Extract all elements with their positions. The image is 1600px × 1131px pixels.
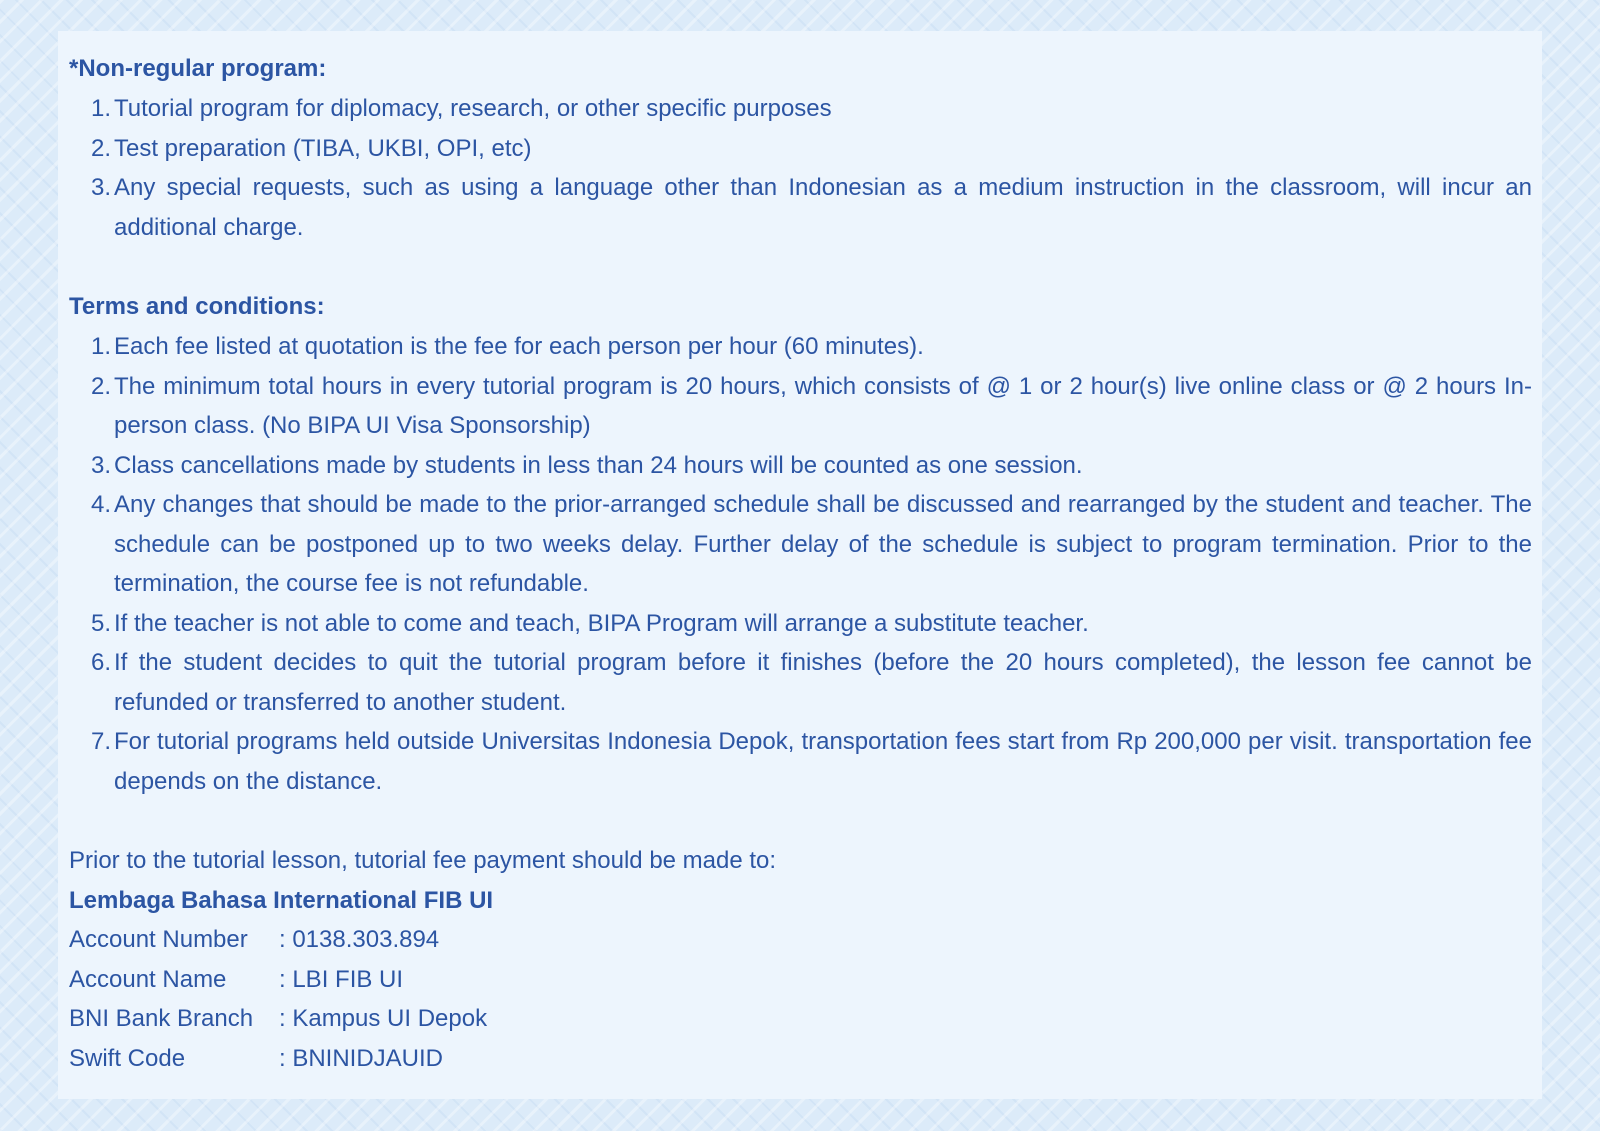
account-name-row [69,960,1532,1000]
swift-code-label: Swift Code [69,1044,186,1072]
non-regular-list [69,89,1532,247]
account-number-row [69,920,1532,960]
list-number: 6. [90,649,111,676]
non-regular-section [69,49,1532,247]
spacer [69,247,1532,287]
payment-intro: Prior to the tutorial lesson, tutorial fee payment should be made to: [69,847,777,874]
list-text: The minimum total hours in every tutorial program is 20 hours, which consists of @ 1 or 2 hour(s) live online class or @ 2 hours In-person class. (No BIPA UI Visa Sponsorship) [114,372,1532,439]
swift-code-value: : BNINIDJAUID [279,1044,444,1072]
bank-branch-row [69,999,1532,1039]
list-text: If the teacher is not able to come and teach, BIPA Program will arrange a substitute teacher. [114,609,1089,637]
spacer [69,801,1532,841]
info-panel [58,31,1542,1099]
list-text: Each fee listed at quotation is the fee for each person per hour (60 minutes). [114,333,924,360]
list-number: 2. [90,372,111,400]
list-text: Any special requests, such as using a language other than Indonesian as a medium instruction in the classroom, will incur an additional charge. [114,174,1532,241]
list-item [69,643,1532,722]
terms-heading: Terms and conditions: [69,293,325,320]
list-number: 1. [90,95,111,122]
account-name-label: Account Name [69,965,227,993]
list-item [69,722,1532,801]
payment-section [69,841,1532,1078]
account-number-label: Account Number [69,926,248,953]
list-item [69,367,1532,446]
swift-code-row [69,1039,1532,1079]
terms-list [69,327,1532,801]
terms-section [69,287,1532,801]
list-text: Tutorial program for diplomacy, research, or other specific purposes [114,95,832,122]
list-number: 5. [90,609,111,637]
institution-name: Lembaga Bahasa International FIB UI [69,886,494,914]
list-number: 1. [90,333,111,360]
non-regular-heading: *Non-regular program: [69,55,327,82]
account-name-value: : LBI FIB UI [279,965,404,993]
list-number: 4. [90,491,111,518]
list-text: For tutorial programs held outside Universitas Indonesia Depok, transportation fees start from Rp 200,000 per visit. transportation fee depends on the distance. [114,728,1532,795]
list-item [69,89,1532,129]
list-item [69,604,1532,644]
list-number: 3. [90,174,111,201]
list-text: If the student decides to quit the tutorial program before it finishes (before the 20 hours completed), the lesson fee cannot be refunded or transferred to another student. [114,649,1532,716]
list-text: Test preparation (TIBA, UKBI, OPI, etc) [114,134,532,162]
list-item [69,327,1532,367]
list-item [69,446,1532,486]
list-item [69,129,1532,169]
list-text: Class cancellations made by students in less than 24 hours will be counted as one session. [114,451,1083,479]
list-number: 2. [90,134,111,162]
bank-branch-label: BNI Bank Branch [69,1005,254,1032]
account-number-value: : 0138.303.894 [279,926,440,953]
bank-branch-value: : Kampus UI Depok [279,1005,488,1032]
list-item [69,485,1532,604]
list-text: Any changes that should be made to the prior-arranged schedule shall be discussed and rearranged by the student and teacher. The schedule can be postponed up to two weeks delay. Further delay of the schedule is subject to program termination. Prior to the termination, the course fee is not refundable. [114,491,1532,597]
list-number: 7. [90,728,111,755]
list-item [69,168,1532,247]
list-number: 3. [90,451,111,479]
